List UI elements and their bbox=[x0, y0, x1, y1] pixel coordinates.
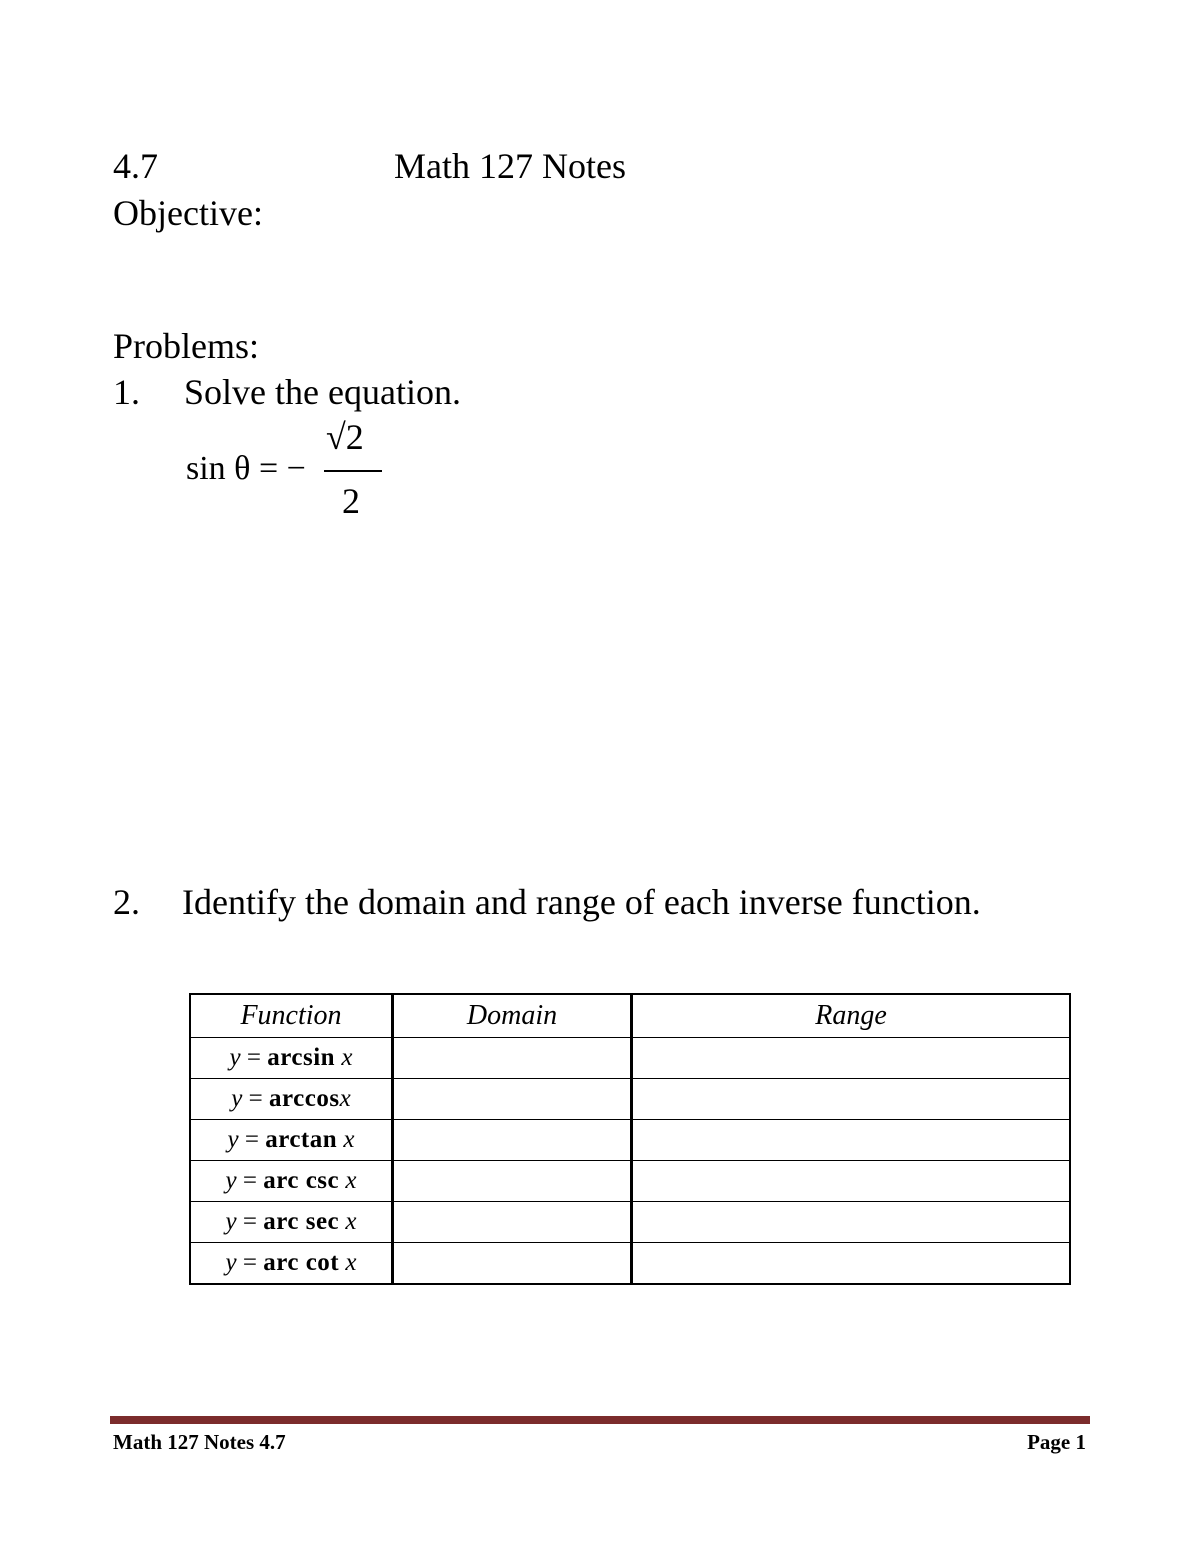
range-cell[interactable] bbox=[632, 1038, 1071, 1079]
function-cell bbox=[190, 1120, 393, 1161]
domain-cell[interactable] bbox=[393, 1120, 632, 1161]
function-cell bbox=[190, 1079, 393, 1120]
var-y: y bbox=[225, 1249, 237, 1276]
problem-1-text: Solve the equation. bbox=[184, 372, 461, 412]
footer-rule bbox=[110, 1416, 1090, 1424]
problem-2-text: Identify the domain and range of each inverse function. bbox=[182, 882, 981, 922]
table-row bbox=[190, 1120, 1070, 1161]
equals: = bbox=[238, 1126, 266, 1153]
table-row bbox=[190, 1161, 1070, 1202]
domain-cell[interactable] bbox=[393, 1243, 632, 1285]
section-number: 4.7 bbox=[113, 146, 158, 186]
footer-left: Math 127 Notes 4.7 bbox=[113, 1430, 286, 1454]
range-cell[interactable] bbox=[632, 1079, 1071, 1120]
objective-label: Objective: bbox=[113, 193, 263, 233]
func-name: arctan bbox=[265, 1126, 338, 1153]
table-row bbox=[190, 1243, 1070, 1285]
var-y: y bbox=[225, 1208, 237, 1235]
range-cell[interactable] bbox=[632, 1120, 1071, 1161]
func-name: arcsin bbox=[267, 1044, 336, 1071]
problem-2-number: 2. bbox=[113, 882, 140, 922]
fraction-numerator: √2 bbox=[326, 417, 364, 457]
function-cell bbox=[190, 1038, 393, 1079]
page-title: Math 127 Notes bbox=[394, 146, 626, 186]
var-y: y bbox=[225, 1167, 237, 1194]
equals: = bbox=[240, 1044, 268, 1071]
equals: = bbox=[236, 1167, 264, 1194]
var-x: x bbox=[337, 1126, 355, 1153]
table-row bbox=[190, 1079, 1070, 1120]
var-y: y bbox=[229, 1044, 241, 1071]
var-x: x bbox=[339, 1249, 357, 1276]
var-y: y bbox=[227, 1126, 239, 1153]
func-name: arc sec bbox=[263, 1208, 340, 1235]
equals: = bbox=[236, 1208, 264, 1235]
equation-lhs: sin θ = − bbox=[186, 450, 306, 487]
domain-cell[interactable] bbox=[393, 1079, 632, 1120]
table-row bbox=[190, 1202, 1070, 1243]
var-y: y bbox=[231, 1085, 243, 1112]
function-cell bbox=[190, 1161, 393, 1202]
equals: = bbox=[242, 1085, 270, 1112]
range-cell[interactable] bbox=[632, 1202, 1071, 1243]
domain-cell[interactable] bbox=[393, 1161, 632, 1202]
domain-cell[interactable] bbox=[393, 1202, 632, 1243]
var-x: x bbox=[335, 1044, 353, 1071]
fraction-bar bbox=[324, 470, 382, 472]
problem-1-number: 1. bbox=[113, 372, 140, 412]
func-name: arc csc bbox=[263, 1167, 340, 1194]
var-x: x bbox=[339, 1167, 357, 1194]
func-name: arccos bbox=[269, 1085, 340, 1112]
equals: = bbox=[236, 1249, 264, 1276]
fraction-denominator: 2 bbox=[342, 481, 360, 521]
table-row bbox=[190, 1038, 1070, 1079]
range-cell[interactable] bbox=[632, 1243, 1071, 1285]
inverse-functions-table bbox=[189, 993, 1071, 1285]
header-domain: Domain bbox=[393, 994, 632, 1038]
var-x: x bbox=[339, 1085, 351, 1112]
var-x: x bbox=[339, 1208, 357, 1235]
problems-label: Problems: bbox=[113, 326, 260, 366]
footer-page-number: Page 1 bbox=[1027, 1430, 1086, 1454]
header-range: Range bbox=[632, 994, 1071, 1038]
table-header-row bbox=[190, 994, 1070, 1038]
domain-cell[interactable] bbox=[393, 1038, 632, 1079]
range-cell[interactable] bbox=[632, 1161, 1071, 1202]
header-function: Function bbox=[190, 994, 393, 1038]
func-name: arc cot bbox=[263, 1249, 340, 1276]
function-cell bbox=[190, 1243, 393, 1285]
function-cell bbox=[190, 1202, 393, 1243]
